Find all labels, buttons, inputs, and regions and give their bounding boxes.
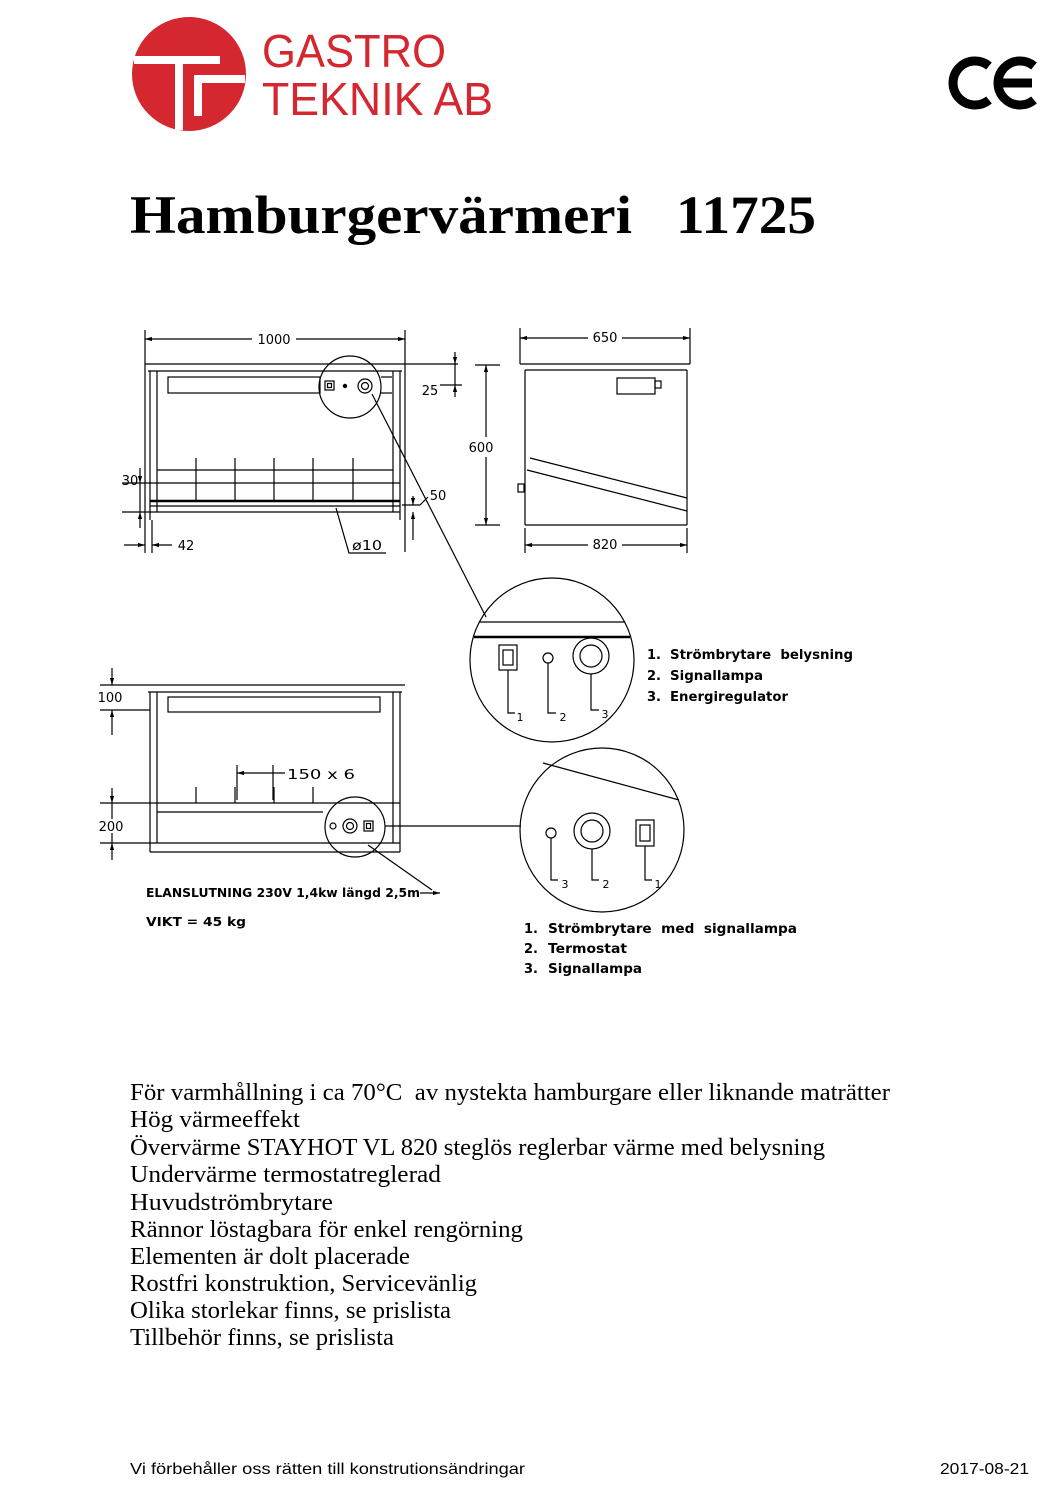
- dimension-100-label: 100: [97, 691, 123, 706]
- feature-line: Huvudströmbrytare: [130, 1190, 333, 1216]
- energy-regulator-knob-icon-detail: [573, 638, 609, 674]
- legend-number: 2.: [524, 942, 538, 957]
- dimension-30-label: 30: [121, 474, 139, 489]
- legend-number: 3.: [647, 690, 661, 705]
- signal-lamp-icon-detail: [546, 828, 556, 838]
- detail-bottom-marker: 1: [654, 878, 662, 891]
- cabinet-outline: [145, 364, 458, 520]
- legend-text: Termostat: [548, 942, 627, 957]
- feature-line: Elementen är dolt placerade: [130, 1244, 410, 1270]
- detail-bottom-legend: [524, 922, 797, 977]
- feature-line: Undervärme termostatreglerad: [130, 1162, 441, 1188]
- feature-line: Hög värmeeffekt: [130, 1107, 301, 1133]
- signal-lamp-icon-bottom: [330, 823, 336, 829]
- front-view-bottom-drawing: [96, 668, 521, 929]
- legend-text: Energiregulator: [670, 690, 789, 705]
- legend-number: 1.: [647, 648, 661, 663]
- dimension-25-label: 25: [421, 384, 439, 399]
- footer-disclaimer: Vi förbehåller oss rätten till konstrutionsändringar: [130, 1461, 477, 1478]
- product-name: Hamburgervärmeri: [130, 185, 632, 245]
- ce-mark-icon: [953, 61, 1034, 105]
- slanted-shelf: [530, 458, 687, 498]
- logo-text-line1: GASTRO: [262, 25, 446, 77]
- gutter-spacing-label: 150 x 6: [287, 768, 355, 783]
- signal-lamp-icon-detail: [543, 653, 553, 663]
- company-logo: [132, 17, 493, 131]
- detail-circle-bottom-small: [325, 797, 385, 857]
- light-switch-icon-detail: [499, 645, 517, 670]
- main-switch-icon-detail: [636, 820, 654, 846]
- feature-line: Rostfri konstruktion, Servicevänlig: [130, 1271, 478, 1297]
- legend-text: Strömbrytare med signallampa: [548, 922, 797, 937]
- side-lamp-housing: [617, 378, 655, 394]
- heater-lamp-bar-bottom: [168, 697, 380, 712]
- page-title: [130, 185, 816, 245]
- legend-number: 2.: [647, 669, 661, 684]
- feature-line: Övervärme STAYHOT VL 820 steglös reglerbar värme med belysning: [130, 1135, 826, 1161]
- article-number: 11725: [676, 185, 816, 245]
- front-view-top-drawing: [122, 330, 486, 617]
- dimension-50-label: 50: [429, 489, 447, 504]
- light-switch-icon: [325, 381, 334, 390]
- feature-line: För varmhållning i ca 70°C av nystekta hamburgare eller liknande maträtter: [130, 1080, 890, 1106]
- heater-lamp-bar: [168, 377, 320, 393]
- signal-lamp-icon: [343, 384, 347, 388]
- energy-regulator-knob-icon: [358, 379, 372, 393]
- logo-text-line2: TEKNIK AB: [262, 73, 493, 125]
- detail-top-marker: 3: [601, 708, 609, 721]
- detail-bottom-marker: 2: [602, 878, 610, 891]
- dimension-width-label: 1000: [257, 333, 291, 348]
- thermostat-knob-icon-bottom: [343, 819, 357, 833]
- power-connection-label: ELANSLUTNING 230V 1,4kw längd 2,5m: [146, 886, 420, 900]
- detail-top-callout: [470, 578, 634, 742]
- dimension-height-label: 600: [468, 441, 494, 456]
- feature-line: Olika storlekar finns, se prislista: [130, 1298, 452, 1324]
- side-cabinet-outline: [520, 364, 690, 525]
- main-switch-icon-bottom: [364, 821, 373, 831]
- feature-list: [130, 1080, 890, 1351]
- detail-bottom-callout: [520, 748, 684, 912]
- feature-line: Rännor löstagbara för enkel rengörning: [130, 1217, 523, 1243]
- dimension-depth-top-label: 650: [592, 331, 618, 346]
- detail-top-marker: 1: [516, 711, 524, 724]
- legend-text: Signallampa: [548, 962, 642, 977]
- detail-bottom-marker: 3: [561, 878, 569, 891]
- weight-label: VIKT = 45 kg: [146, 915, 246, 929]
- legend-number: 1.: [524, 922, 538, 937]
- thermostat-knob-icon-detail: [574, 813, 610, 849]
- side-view-drawing: [469, 328, 690, 553]
- dimension-depth-bottom-label: 820: [592, 538, 618, 553]
- gutter-rack: [122, 458, 400, 512]
- legend-number: 3.: [524, 962, 538, 977]
- footer: [130, 1460, 1029, 1478]
- logo-circle: [132, 17, 246, 131]
- detail-top-marker: 2: [559, 711, 567, 724]
- diameter-label: ø10: [352, 539, 382, 554]
- legend-text: Strömbrytare belysning: [670, 648, 853, 663]
- feature-line: Tillbehör finns, se prislista: [130, 1325, 395, 1351]
- footer-date: 2017-08-21: [940, 1461, 1030, 1478]
- dimension-42-label: 42: [177, 539, 195, 554]
- dimension-200-label: 200: [98, 820, 124, 835]
- legend-text: Signallampa: [670, 669, 763, 684]
- detail-top-legend: [647, 648, 853, 705]
